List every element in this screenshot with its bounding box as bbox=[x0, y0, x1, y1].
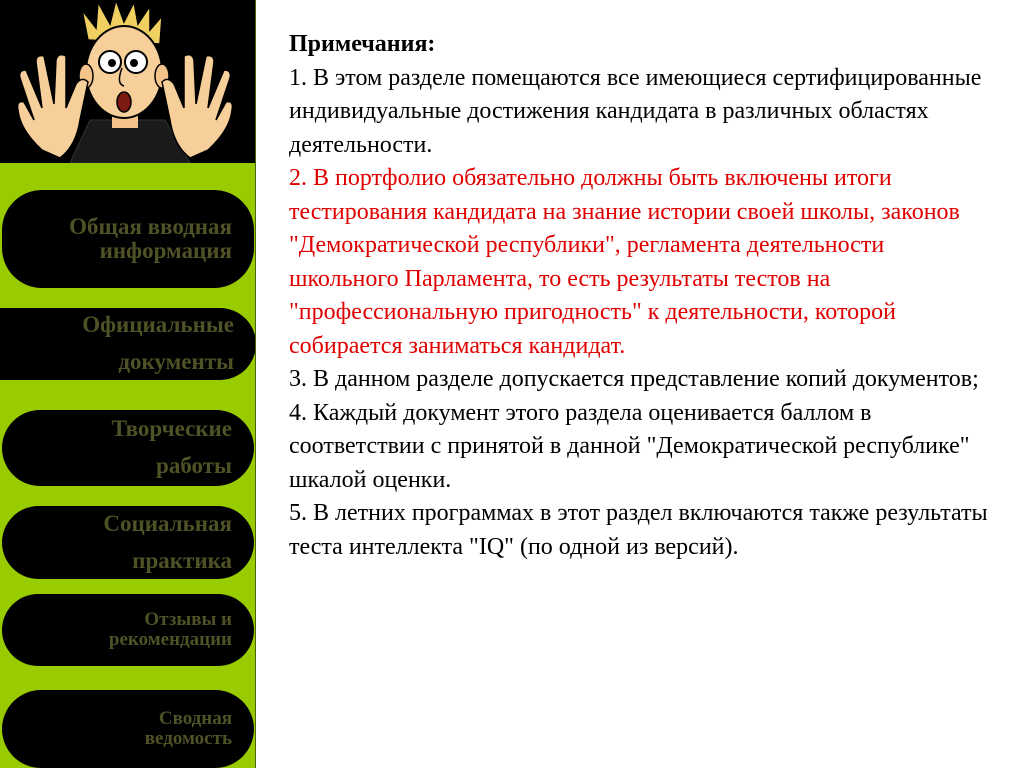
nav-reviews-recommendations-button[interactable] bbox=[2, 594, 254, 666]
sidebar bbox=[0, 0, 256, 768]
note-item-4: 4. Каждый документ этого раздела оценивается баллом в соответствии с принятой в данной "Демократической республике" шкалой оценки. bbox=[289, 399, 970, 493]
notes-heading: Примечания: bbox=[289, 31, 436, 57]
nav-item-label: Социальная практика bbox=[103, 510, 232, 573]
nav-item-label: Общая вводная информация bbox=[69, 213, 232, 263]
surprised-man-raising-hands-icon bbox=[0, 0, 255, 163]
note-item-2: 2. В портфолио обязательно должны быть включены итоги тестирования кандидата на знание истории своей школы, законов "Демократической республики", регламента деятельности школьного Парламента, то есть результаты тестов на "профессиональную пригодность" к деятельности, которой собирается заниматься кандидат. bbox=[289, 165, 960, 359]
nav-summary-sheet-button[interactable] bbox=[2, 690, 254, 768]
nav-social-practice-button[interactable] bbox=[2, 506, 254, 579]
nav-item-label: Сводная ведомость bbox=[144, 708, 232, 749]
nav-item-label: Творческие работы bbox=[111, 416, 232, 478]
nav-item-label: Официальные документы bbox=[82, 312, 234, 374]
cartoon-illustration bbox=[0, 0, 255, 163]
note-item-1: 1. В этом разделе помещаются все имеющиеся сертифицированные индивидуальные достижения кандидата в различных областях деятельности. bbox=[289, 64, 982, 158]
note-item-5: 5. В летних программах в этот раздел включаются также результаты теста интеллекта "IQ" (по одной из версий). bbox=[289, 500, 988, 560]
nav-general-info-button[interactable] bbox=[2, 190, 254, 288]
nav-creative-works-button[interactable] bbox=[2, 410, 254, 486]
notes-panel bbox=[289, 28, 989, 564]
nav-official-documents-button[interactable] bbox=[0, 308, 256, 380]
note-item-3: 3. В данном разделе допускается представление копий документов; bbox=[289, 366, 979, 392]
nav-item-label: Отзывы и рекомендации bbox=[108, 609, 232, 650]
